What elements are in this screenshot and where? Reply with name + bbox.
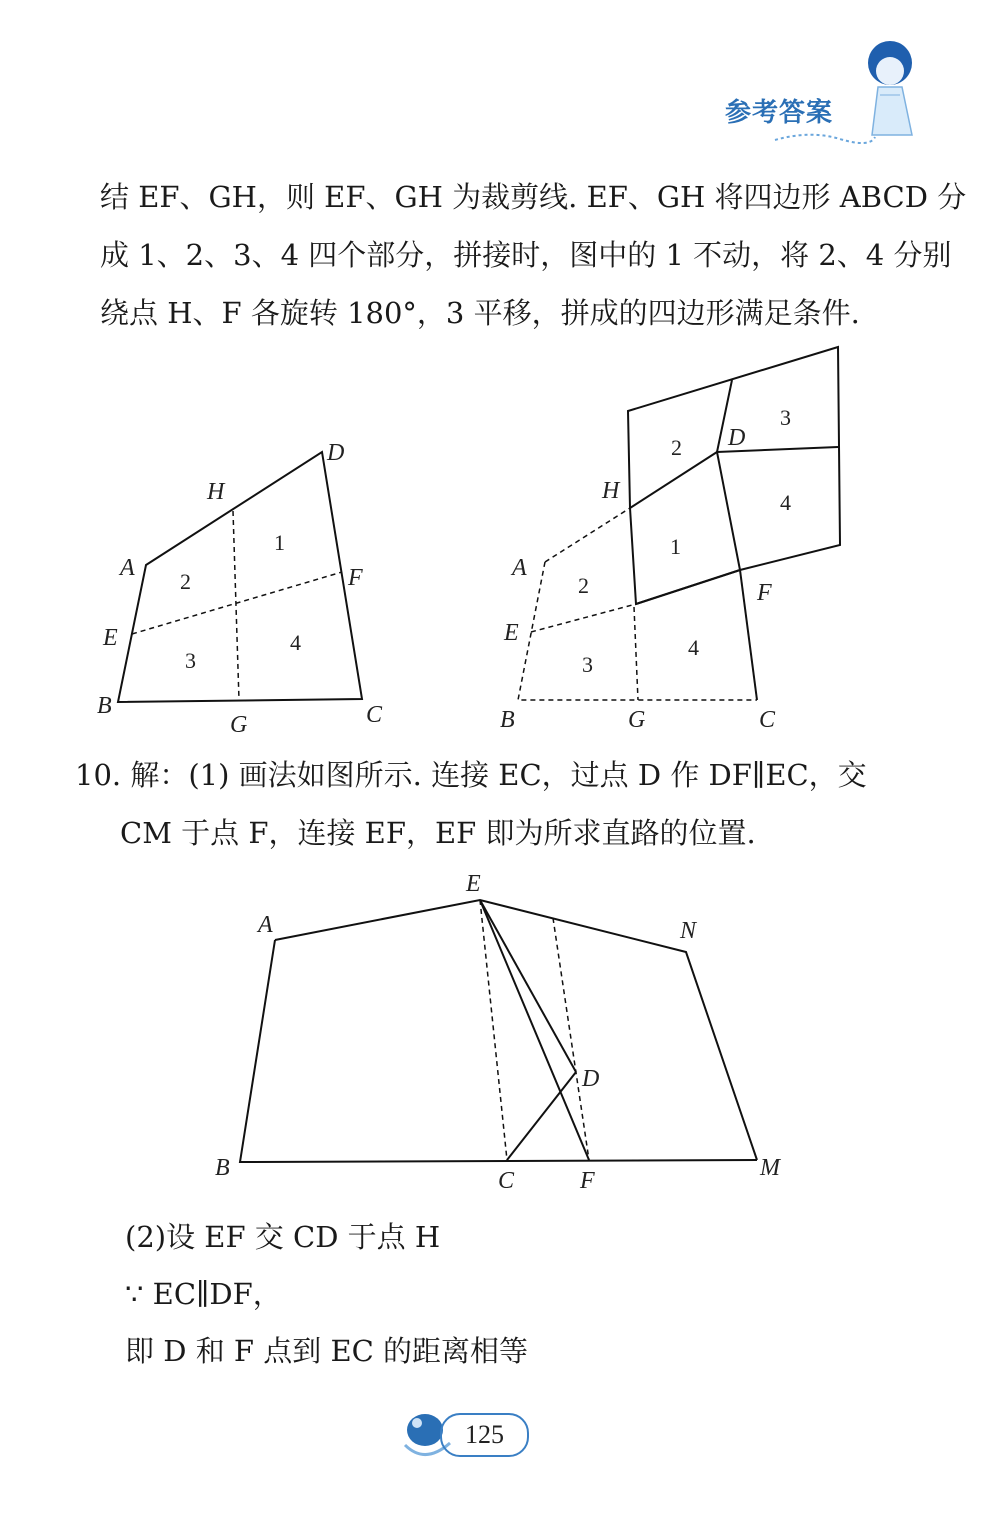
point-label: A: [120, 555, 135, 581]
text-line: CM 于点 F，连接 EF，EF 即为所求直路的位置.: [120, 816, 756, 850]
region-label: 3: [582, 652, 593, 677]
point-label: F: [580, 1168, 595, 1194]
point-label: H: [602, 478, 620, 504]
region-label: 4: [780, 490, 791, 515]
point-label: C: [759, 707, 776, 733]
point-label: D: [728, 425, 746, 451]
region-label: 1: [670, 534, 681, 559]
region-label: 2: [578, 573, 589, 598]
text-line: 结 EF、GH，则 EF、GH 为裁剪线. EF、GH 将四边形 ABCD 分: [100, 180, 967, 214]
point-label: G: [230, 712, 248, 738]
header-title: 参考答案: [725, 98, 834, 128]
point-label: B: [215, 1155, 230, 1181]
line-e-d: [480, 900, 576, 1072]
point-label: A: [258, 912, 273, 938]
point-label: E: [466, 871, 481, 897]
point-label: M: [760, 1155, 780, 1181]
point-label: N: [680, 918, 697, 944]
region-label: 4: [688, 635, 699, 660]
text-line: ∵ EC∥DF，: [125, 1277, 282, 1311]
text-line: (2)设 EF 交 CD 于点 H: [125, 1220, 441, 1254]
point-label: D: [582, 1066, 600, 1092]
text-line: 10. 解：(1) 画法如图所示. 连接 EC，过点 D 作 DF∥EC，交: [75, 758, 867, 792]
region-label: 3: [780, 405, 791, 430]
point-label: H: [207, 479, 225, 505]
line-e-f: [480, 900, 589, 1160]
point-label: C: [498, 1168, 515, 1194]
point-label: B: [500, 707, 515, 733]
text-line: 即 D 和 F 点到 EC 的距离相等: [125, 1334, 529, 1368]
point-label: F: [757, 580, 772, 606]
text-line: 绕点 H、F 各旋转 180°，3 平移，拼成的四边形满足条件.: [100, 296, 860, 330]
point-label: F: [348, 565, 363, 591]
line-d-c: [507, 1072, 576, 1160]
point-label: A: [512, 555, 527, 581]
region-label: 4: [290, 630, 301, 655]
point-label: D: [327, 440, 345, 466]
region-label: 2: [671, 435, 682, 460]
point-label: G: [628, 707, 646, 733]
point-label: C: [366, 702, 383, 728]
point-label: B: [97, 693, 112, 719]
region-label: 3: [185, 648, 196, 673]
region-label: 2: [180, 569, 191, 594]
text-line: 成 1、2、3、4 四个部分，拼接时，图中的 1 不动，将 2、4 分别: [100, 238, 952, 272]
point-label: E: [103, 625, 118, 651]
point-label: E: [504, 620, 519, 646]
page-number: 125: [440, 1413, 529, 1457]
boundary-a-b-m: [240, 940, 757, 1162]
dashed-ec: [480, 900, 507, 1160]
region-label: 1: [274, 530, 285, 555]
